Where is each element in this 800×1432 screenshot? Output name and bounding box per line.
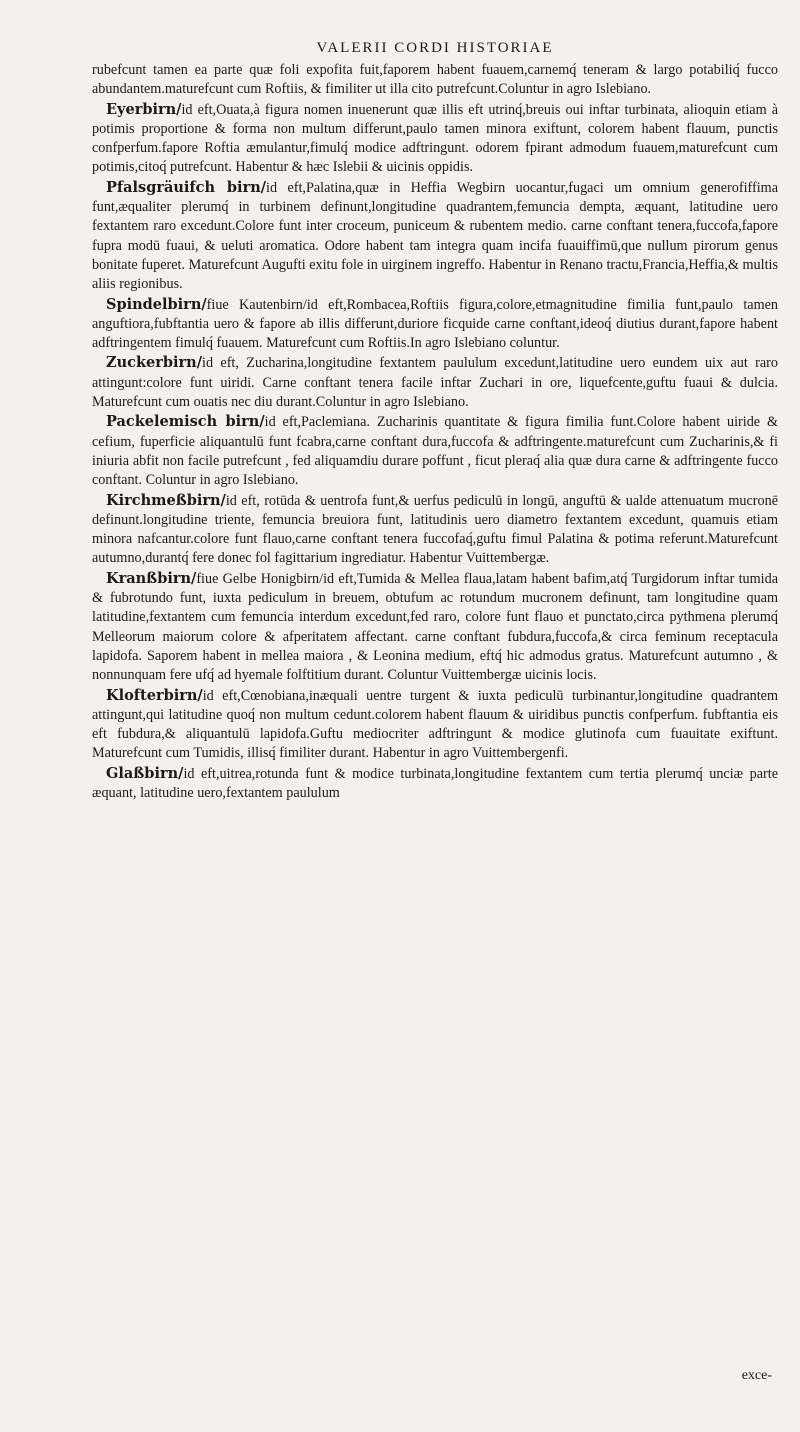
paragraph: [92, 412, 778, 490]
paragraph: [92, 295, 778, 354]
running-title: VALERII CORDI HISTORIAE: [316, 40, 554, 56]
pear-variety-name: Eyerbirn/: [106, 100, 182, 118]
paragraph-text: fiue Kautenbirn/id eft,Rombacea,Roftiis figura,colore,etmagnitudine fimilia funt,paulo tamen anguftiora,fubftantia uero & fapore ab illis differunt,duriore ficquide carne conftant,ideoq́ diutius durant,fapore habent adftringentem fimulq́ fuauem. Maturefcunt cum Roftiis.In agro Islebiano coluntur.: [92, 296, 778, 352]
pear-variety-name: Klofterbirn/: [106, 686, 203, 704]
paragraph-text: id eft,uitrea,rotunda funt & modice turbinata,longitudine fextantem cum tertia plerumq́ unciæ parte æquant, latitudine uero,fextantem paululum: [92, 765, 778, 801]
body-text: [92, 61, 778, 803]
paragraph-text: id eft, Zucharina,longitudine fextantem paululum excedunt,latitudine uero eundem uix aut raro attingunt:colore funt uiridi. Carne conftant tenera facile inftar Zuchari in ore, liquefcente,guftu fuaui & dulcia. Maturefcunt cum ouatis nec diu durant.Coluntur in agro Islebiano.: [92, 355, 778, 411]
pear-variety-name: Glaßbirn/: [106, 764, 184, 782]
paragraph-text: id eft, rotūda & uentrofa funt,& uerfus pediculū in longū, anguftū & ualde attenuatum mucronē definunt.longitudine triente, femuncia breuiora funt, latitudinis uero diametro fextantem excedunt, quamuis etiam minora nafcantur.colore funt flauo,carne conftant tenera fuccofaq́,guftu fimul Palatina & potima referunt.Maturefcunt autumno,durantq́ fere donec fol fagittarium ingrediatur. Habentur Vuittembergæ.: [92, 492, 778, 567]
paragraph-text: fiue Gelbe Honigbirn/id eft,Tumida & Mellea flaua,latam habent bafim,atq́ Turgidorum inftar tumida & fubrotundo funt, iuxta pediculum in breuem, obtufum ac rotundum mucronem definunt, tam longitudine quam latitudine,fextantem cum femuncia interdum excedunt,fed raro, colore funt flauo et punctato,circa pythmena plerumq́ Melleorum maiorum colore & afperitatem affectant. carne conftant fubdura,fuccofa,& circa feminum receptacula lapidofa. Saporem habent in mellea maiora , & Leonina medium, eftq́ hic admodus gratus. Maturefcunt autumno , & nonnunquam fere ufq́ ad hyemale folftitium durant. Coluntur Vuittembergæ uicinis locis.: [92, 570, 778, 684]
paragraph-text: id eft,Palatina,quæ in Heffia Wegbirn uocantur,fugaci um omnium generofiffima funt,æqualiter plerumq́ in turbinem definunt,longitudine quadrantem,femuncia dempta, æquant, latitudine uero fextantem raro excedunt.Colore funt inter croceum, puniceum & rubentem medio. carne conftant tenera,fuccofa,fapore fupra modū fuaui, & ueluti aromatica. Odore habent tam integra quam incifa fuauiffimū,que nullum pirorum genus bonitate fuperet. Maturefcunt Augufti exitu fole in uirginem ingreffo. Habentur in Renano tractu,Francia,Heffia,& multis aliis regionibus.: [92, 179, 778, 293]
paragraph: [92, 353, 778, 412]
paragraph-text: rubefcunt tamen ea parte quæ foli expofita fuit,faporem habent fuauem,carnemq́ teneram & largo potabiliq́ fucco abundantem.maturefcunt cum Roftiis, & fimiliter ut illa cito putrefcunt.Coluntur in agro Islebiano.: [92, 62, 778, 98]
paragraph-text: id eft,Paclemiana. Zucharinis quantitate & figura fimilia funt.Colore habent uiride & cefium, fuperficie aliquantulū funt fcabra,carne conftant dura,fuccofa & adftringente.maturefcunt cum Zucharinis,& fi iniuria abfit non facile putrefcunt , fed aliquamdiu durare poffunt , ficut pleraq́ alia quæ dura carne & adftringente fucco conftant. Coluntur in agro Islebiano.: [92, 414, 778, 489]
pear-variety-name: Kirchmeßbirn/: [106, 491, 226, 509]
paragraph: [92, 764, 778, 804]
pear-variety-name: Spindelbirn/: [106, 295, 207, 313]
pear-variety-name: Kranßbirn/: [106, 569, 197, 587]
paragraph: [92, 178, 778, 295]
paragraph: [92, 686, 778, 764]
catchword: exce-: [741, 1368, 772, 1383]
paragraph-text: id eft,Ouata,à figura nomen inuenerunt quæ illis eft utrinq́,breuis oui inftar turbinata, alioquin etiam à potimis proportione & forma non multum differunt,paulo tamen minora exiftunt, colorem habent flauum, punctis confperfum.fapore Roftia æmulantur,fimulq́ modice adftringunt. odorem fpirant admodum fuauem,maturefcunt cum potimis,citoq́ putrefcunt. Habentur & hæc Islebii & uicinis oppidis.: [92, 101, 778, 176]
pear-variety-name: Zuckerbirn/: [106, 354, 202, 372]
paragraph: [92, 61, 778, 100]
pear-variety-name: Packelemisch birn/: [106, 413, 265, 431]
pear-variety-name: Pfalsgräuifch birn/: [106, 178, 267, 196]
paragraph: [92, 569, 778, 686]
paragraph: [92, 491, 778, 569]
paragraph: [92, 100, 778, 178]
paragraph-text: id eft,Cœnobiana,inæquali uentre turgent & iuxta pediculū turbinantur,longitudine quadrantem attingunt,qui latitudine quoq́ non multum cedunt.colorem habent flauum & uiridibus punctis confperfum. fubftantia eis eft fubdura,& aliquantulū lapidofa.Guftu mediocriter adftringunt & modice glutinofa cum fuauitate exiftunt. Maturefcunt cum Tumidis, illisq́ fimiliter durant. Habentur in agro Vuittembergenfi.: [92, 687, 778, 762]
